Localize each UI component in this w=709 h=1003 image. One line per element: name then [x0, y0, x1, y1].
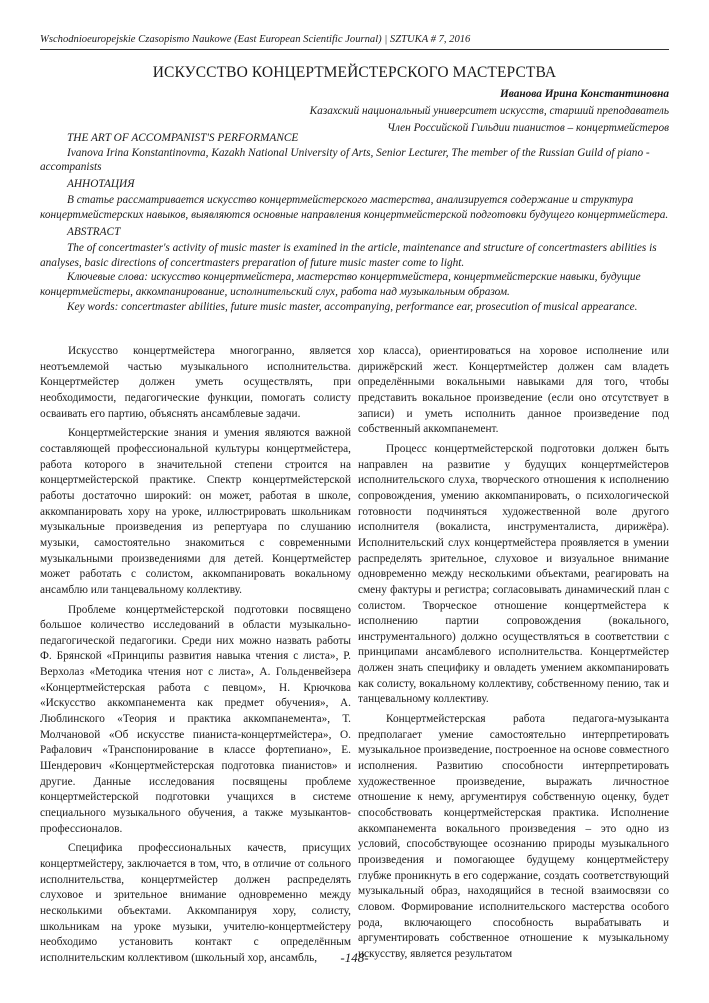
annotation-heading: АННОТАЦИЯ [67, 177, 135, 190]
article-title: ИСКУССТВО КОНЦЕРТМЕЙСТЕРСКОГО МАСТЕРСТВА [152, 64, 557, 81]
author-name: Иванова Ирина Константиновна [499, 88, 669, 100]
abstract-heading: ABSTRACT [67, 225, 121, 238]
body-columns [40, 344, 669, 967]
paragraph: Процесс концертмейстерской подготовки должен быть направлен на развитие у будущих концертмейстеров исполнительского слуха, творческого отношения к исполнению сопровождения, умению аккомпанировать, о психологической готовности подчиняться художественной воле другого исполнителя (вокалиста, инструменталиста, дирижёра). Исполнительский слух концертмейстера проявляется в умении распределять зрительное, слуховое и визуальное внимание одновременно между несколькими объектами, реагировать на смену фактуры и регистра; согласовывать динамический план с солистом. Творческое отношение концертмейстера к исполнению партии сопровождения (вокального, инструментального) должно осуществляться в соответствии с принципами ансамблевого исполнительства. Концертмейстер должен знать специфику и овладеть умением аккомпанировать как солисту, вокальному коллективу, собственному пению, так и танцевальному коллективу. [358, 442, 669, 706]
author-block [40, 86, 669, 137]
front-matter [40, 131, 669, 314]
english-author: Ivanova Irina Konstantinovma, Kazakh National University of Arts, Senior Lecturer, The member of the Russian Guild of piano - accompanists [40, 146, 650, 174]
keywords-en: Key words: concertmaster abilities, future music master, accompanying, performance ear, prosecution of musical appearance. [67, 300, 638, 313]
author-affiliation: Казахский национальный университет искусств, старший преподаватель [309, 105, 669, 117]
paragraph: Специфика профессиональных качеств, присущих концертмейстеру, заключается в том, что, в отличие от сольного исполнительства, концертмейстер должен распределять слуховое и зрительное внимание одновременно между несколькими объектами. Аккомпанируя хору, солисту, школьникам на уроке музыки, учителю-концертмейстеру необходимо установить контакт с определённым исполнительским коллективом (школьный хор, ансамбль, [40, 842, 351, 964]
annotation-text: В статье рассматривается искусство концертмейстерского мастерства, анализируется содержание и структура концертмейстерских навыков, выявляются основные направления концертмейстерской подготовки будущего концертмейстера. [40, 194, 669, 221]
paragraph: Концертмейстерские знания и умения являются важной составляющей профессиональной культуры концертмейстера, работа которого в значительной степени строится на концертмейстерской практике. Спектр концертмейстерской работы достаточно широкий: он может, работая в школе, аккомпанировать хору на уроке, иллюстрировать школьникам музыкальные произведения из репертуара по слушанию музыки, самостоятельно знакомиться с современными музыкальными произведениями для детей. Концертмейстер может работать с солистом, аккомпанировать вокальному ансамблю или танцевальному коллективу. [40, 427, 351, 596]
running-header: Wschodnioeuropejskie Czasopismo Naukowe (East European Scientific Journal) | SZTUKA # 7, 2016 [40, 34, 471, 45]
paragraph-continuation: хор класса), ориентироваться на хоровое исполнение или дирижёрский жест. Концертмейстер должен сам владеть определёнными вокальными навыками для того, чтобы представить вокальное произведение (если оно отсутствует в записи) и уметь исполнить данное произведение под собственный аккомпанемент. [358, 345, 669, 436]
page-number: -148- [340, 950, 369, 965]
header-rule [40, 49, 669, 50]
english-title: THE ART OF ACCOMPANIST'S PERFORMANCE [67, 132, 299, 144]
paragraph: Проблеме концертмейстерской подготовки посвящено большое количество исследований в области музыкально-педагогической педагогики. Среди них можно назвать работы Ф. Брянской «Принципы развития навыка чтения с листа», Р. Верхолаз «Методика чтения нот с листа», А. Гольденвейзера «Концертмейстерская работа с певцом», Н. Крючкова «Искусство аккомпанемента как предмет обучения», А. Люблинского «Теория и практика аккомпанемента», Т. Молчановой «Об искусстве пианиста-концертмейстера», О. Рафалович «Транспонирование в классе фортепиано», Е. Шендерович «Концертмейстерская подготовка пианистов» и другие. Данные исследования посвящены проблеме концертмейстерской подготовки учащихся в системе специального музыкального обучения, а также музыкантов-профессионалов. [40, 603, 351, 835]
keywords-ru: Ключевые слова: искусство концертмейстера, мастерство концертмейстера, концертмейстерские навыки, будущие концертмейстеры, аккомпанирование, исполнительский слух, работа над музыкальным образом. [40, 271, 641, 298]
left-column [40, 344, 351, 967]
paragraph: Концертмейстерская работа педагога-музыканта предполагает умение самостоятельно интерпретировать музыкальное произведение, построенное на основе совместного исполнения. Развитию способности интерпретировать художественное произведение, выражать личностное отношение к нему, аргументируя собственную оценку, будет способствовать концертмейстерская практика. Исполнение аккомпанемента вокального произведения – это одно из условий, способствующее осознанию природы музыкального произведения и помогающее будущему концертмейстеру глубже проникнуть в его содержание, создать соответствующий музыкальный образ, находящийся в тесной взаимосвязи со словом. Формирование исполнительского мастерства особого рода, включающего способность вырабатывать и аргументировать собственное отношение к музыкальному искусству, является результатом [358, 713, 669, 960]
right-column [358, 344, 669, 967]
abstract-text: The of concertmaster's activity of music master is examined in the article, maintenance and structure of concertmasters abilities is analyses, basic directions of concertmasters preparation of future music master come to light. [40, 242, 657, 269]
author-membership: Член Российской Гильдии пианистов – концертмейстеров [387, 122, 669, 134]
paragraph: Искусство концертмейстера многогранно, является неотъемлемой частью музыкального исполнительства. Концертмейстер должен уметь осуществлять, при необходимости, педагогические функции, помогать солисту осваивать его партию, объяснять ансамблевые задачи. [40, 345, 351, 420]
